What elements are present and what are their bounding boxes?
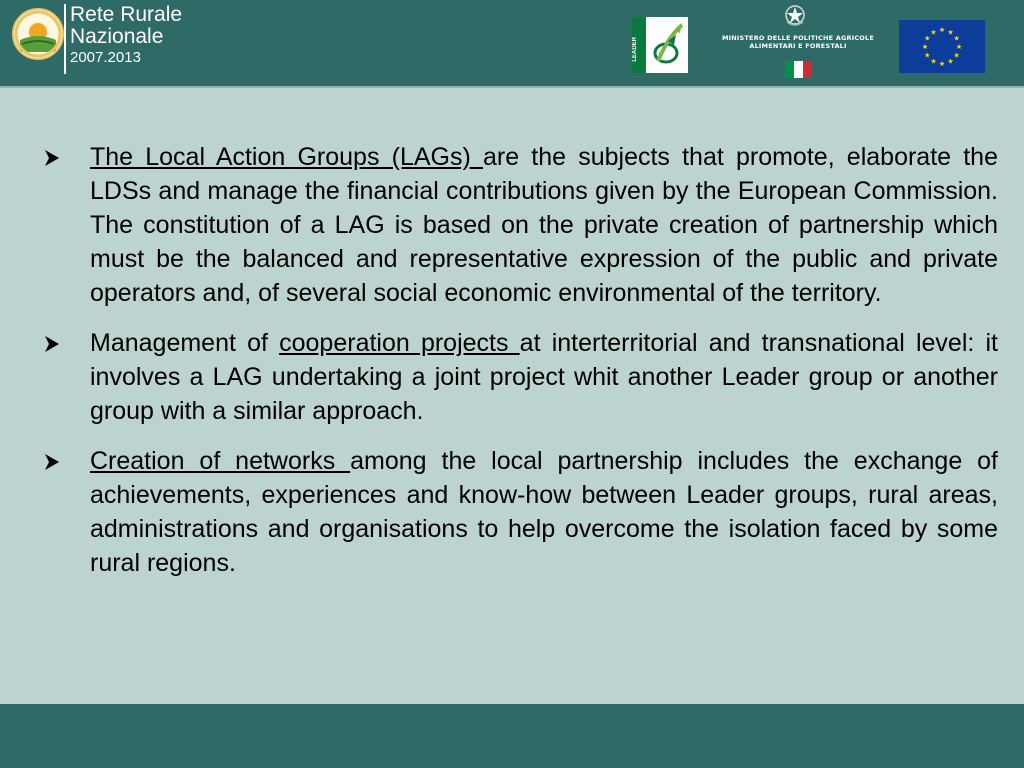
org-name-line1: Rete Rurale: [70, 3, 183, 26]
arrow-bullet-icon: [40, 326, 90, 360]
eu-star-icon: ★: [930, 29, 937, 37]
ministry-name: [708, 34, 888, 50]
eu-star-icon: ★: [947, 29, 954, 37]
italian-flag-icon: [785, 61, 812, 78]
header-divider: [0, 86, 1024, 88]
bullet-lead: Management of: [90, 329, 280, 357]
leader-logo-text: LEADER: [632, 37, 638, 62]
republic-emblem-icon: [784, 4, 806, 28]
rrn-wordmark: [70, 4, 182, 65]
eu-star-icon: ★: [953, 52, 960, 60]
eu-star-icon: ★: [938, 27, 946, 34]
eu-star-icon: ★: [947, 58, 954, 66]
bullet-body: are the subjects that promote, elaborate the LDSs and manage the financial contributions given by the European Commission. The constitution of a LAG is based on the private creation of partnership which must be the balanced and representative expression of the public and private operators and, of several social economic environmental of the territory.: [90, 143, 998, 307]
bullet-underlined-term: The Local Action Groups (LAGs): [90, 143, 483, 171]
eu-star-icon: ★: [921, 44, 929, 51]
logo-divider: [64, 4, 66, 74]
eu-star-icon: ★: [953, 35, 960, 43]
slide-header: [0, 0, 1024, 86]
slide-footer: [0, 704, 1024, 768]
bullet-text: [90, 326, 998, 428]
bullet-underlined-term: Creation of networks: [90, 447, 351, 475]
eu-flag-icon: [899, 20, 985, 73]
eu-star-icon: ★: [924, 35, 931, 43]
bullet-item-networks: [40, 444, 998, 580]
bullet-item-lags: [40, 140, 998, 310]
bullet-body: at interterritorial and transnational level: it involves a LAG undertaking a joint project whit another Leader group or another group with a similar approach.: [90, 329, 998, 425]
rrn-seal-logo: [12, 8, 64, 60]
arrow-bullet-icon: [40, 444, 90, 478]
bullet-underlined-term: cooperation projects: [279, 329, 520, 357]
bullet-body: among the local partnership includes the exchange of achievements, experiences and know-how between Leader groups, rural areas, administrations and organisations to help overcome the isolation faced by some rural regions.: [90, 447, 998, 577]
ministry-line1: MINISTERO DELLE POLITICHE AGRICOLE: [722, 34, 874, 42]
eu-star-icon: ★: [924, 52, 931, 60]
arrow-bullet-icon: [40, 140, 90, 174]
org-years: 2007.2013: [70, 49, 141, 66]
eu-star-icon: ★: [930, 58, 937, 66]
slide-body: [40, 140, 998, 596]
org-name-line2: Nazionale: [70, 25, 164, 48]
eu-star-icon: ★: [955, 44, 963, 51]
leader-logo: [632, 17, 688, 73]
ministry-line2: ALIMENTARI E FORESTALI: [749, 42, 847, 51]
bullet-item-cooperation: [40, 326, 998, 428]
eu-star-icon: ★: [938, 61, 946, 68]
bullet-text: [90, 444, 998, 580]
bullet-text: [90, 140, 998, 310]
